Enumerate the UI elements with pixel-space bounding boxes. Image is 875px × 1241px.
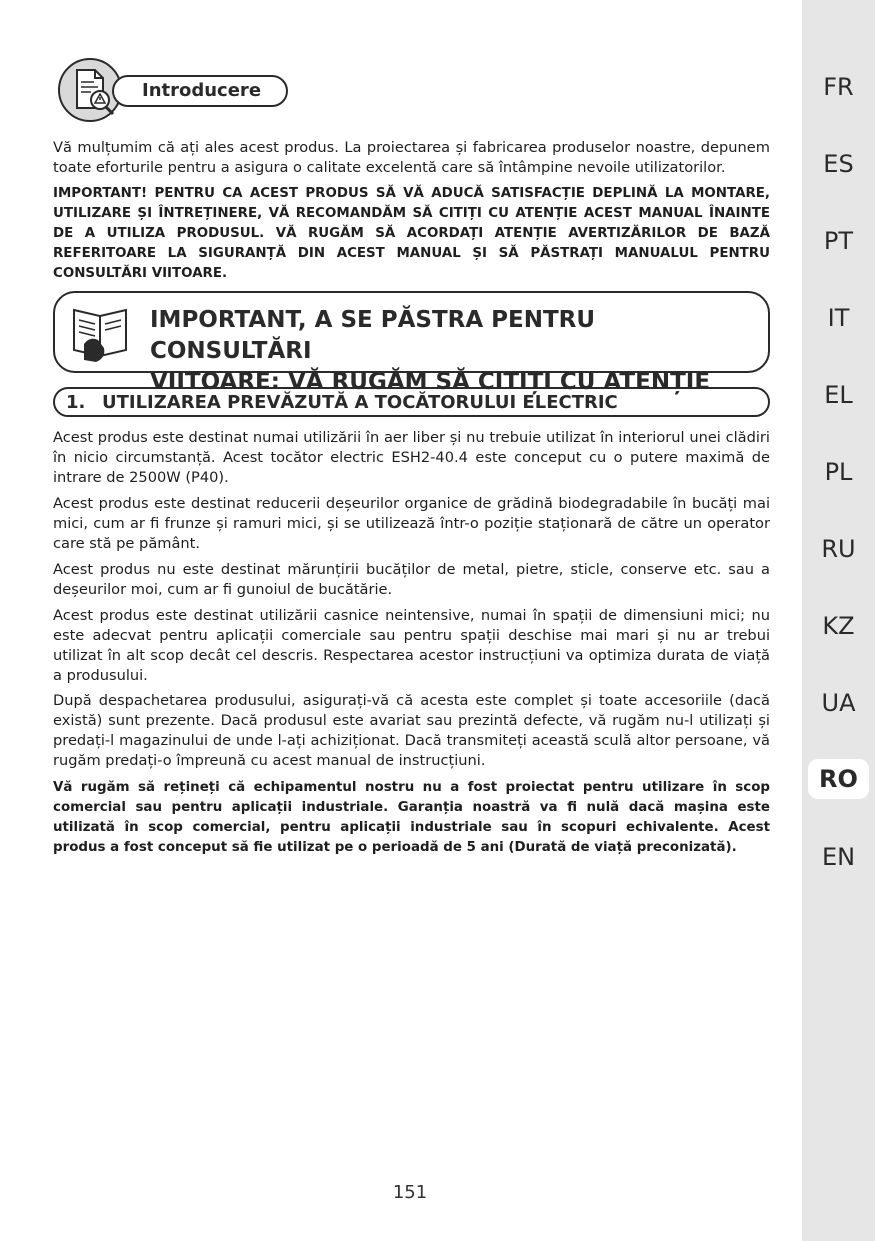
warranty-notice: Vă rugăm să rețineți că echipamentul nostru nu a fost proiectat pentru utilizare în scop comercial sau pentru aplicații industriale. Garanția noastră va fi nulă dacă mașina este utilizată în scop comercial, pentru aplicații industriale sau în scopuri echivalente. Acest produs a fost conceput să fie utilizat pe o perioadă de 5 ani (Durată de viață preconizată).: [53, 780, 770, 855]
section-paragraph: După despachetarea produsului, asigurați-vă că acesta este complet și toate accesoriile (dacă există) sunt prezente. Dacă produsul este avariat sau prezintă defecte, vă rugăm nu-l utilizați și predați-l magazinului de unde l-ați achiziționat. Dacă transmiteți această sculă altor persoane, vă rugăm predați-o împreună cu acest manual de instrucțiuni.: [53, 692, 770, 769]
section-paragraph: Acest produs nu este destinat mărunțirii bucăților de metal, pietre, sticle, conserve etc. sau a deșeurilor moi, cum ar fi gunoiul de bucătărie.: [53, 561, 770, 598]
page-number: 151: [392, 1182, 428, 1203]
language-tab-pt[interactable]: PT: [823, 227, 854, 255]
section-paragraph: Acest produs este destinat numai utilizării în aer liber și nu trebuie utilizat în interiorul unei clădiri în nicio circumstanță. Acest tocător electric ESH2-40.4 este conceput cu o putere maximă de intrare de 2500W (P40).: [53, 429, 770, 486]
intro-paragraph: Vă mulțumim că ați ales acest produs. La proiectarea și fabricarea produselor noastre, depunem toate eforturile pentru a asigura o calitate excelentă care să întâmpine nevoile utilizatorilor.: [53, 139, 770, 176]
important-callout-title: [150, 305, 750, 398]
language-tab-fr[interactable]: FR: [823, 73, 854, 101]
language-tab-it[interactable]: IT: [827, 304, 850, 332]
important-notice: IMPORTANT! PENTRU CA ACEST PRODUS SĂ VĂ ADUCĂ SATISFACȚIE DEPLINĂ LA MONTARE, UTILIZARE ȘI ÎNTREȚINERE, VĂ RECOMANDĂM SĂ CITIȚI CU ATENȚIE ACEST MANUAL ÎNAINTE DE A UTILIZA PRODUSUL. VĂ RUGĂM SĂ ACORDAȚI ATENȚIE AVERTIZĂRILOR DE BAZĂ REFERITOARE LA SIGURANȚĂ DIN ACEST MANUAL ȘI SĂ PĂSTRAȚI MANUALUL PENTRU CONSULTĂRI VIITOARE.: [53, 186, 770, 281]
language-tab-es[interactable]: ES: [823, 150, 854, 178]
language-tab-el[interactable]: EL: [824, 381, 853, 409]
section-number: 1.: [66, 392, 86, 413]
section-paragraph: Acest produs este destinat utilizării casnice neintensive, numai în spații de dimensiuni mici; nu este adecvat pentru aplicații comerciale sau pentru spații deschise mai mari și nu ar trebui utilizat în alt scop decât cel descris. Respectarea acestor instrucțiuni va optimiza durata de viață a produsului.: [53, 607, 770, 684]
section-heading: [66, 392, 618, 414]
language-tab-ru[interactable]: RU: [821, 535, 856, 563]
language-tab-pl[interactable]: PL: [824, 458, 853, 486]
language-tab-ro-active[interactable]: RO: [808, 759, 869, 799]
section-paragraph: Acest produs este destinat reducerii deșeurilor organice de grădină biodegradabile în bucăți mai mici, cum ar fi frunze și ramuri mici, și se utilizează într-o poziție staționară de către un operator care stă pe pământ.: [53, 495, 770, 552]
important-callout-line2: VIITOARE: VĂ RUGĂM SĂ CITIȚI CU ATENȚIE: [150, 369, 711, 395]
read-manual-icon: [70, 300, 134, 366]
language-tab-kz[interactable]: KZ: [822, 612, 855, 640]
language-tab-ua[interactable]: UA: [821, 689, 856, 717]
important-callout-line1: IMPORTANT, A SE PĂSTRA PENTRU CONSULTĂRI: [150, 307, 596, 364]
language-sidebar: [802, 0, 875, 1241]
section-title: UTILIZAREA PREVĂZUTĂ A TOCĂTORULUI ELECTRIC: [102, 392, 618, 413]
language-tab-en[interactable]: EN: [821, 843, 856, 871]
intro-heading: Introducere: [142, 80, 262, 101]
